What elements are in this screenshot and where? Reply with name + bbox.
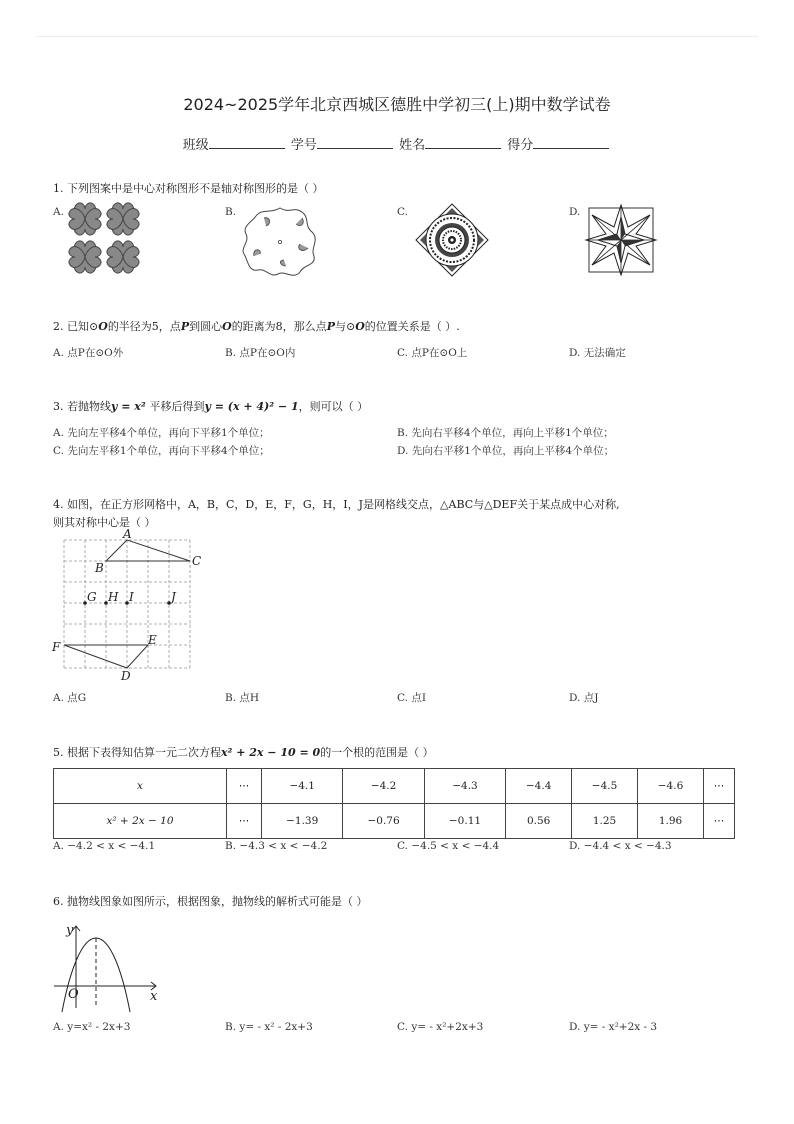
table-cell: x² + 2x − 10 bbox=[54, 804, 227, 839]
table-row bbox=[54, 804, 735, 839]
q4-option-a[interactable]: A. 点G bbox=[53, 692, 87, 704]
label-B: B bbox=[95, 561, 104, 575]
q6-option-c[interactable]: C. y= - x²+2x+3 bbox=[397, 1021, 484, 1033]
table-cell: ⋯ bbox=[704, 769, 735, 804]
name-label: 姓名 bbox=[399, 138, 426, 153]
label-A: A bbox=[123, 528, 132, 541]
q3-stem: 3. 若抛物线y = x² 平移后得到y = (x + 4)² − 1，则可以（ ） bbox=[53, 400, 369, 413]
q3-option-b[interactable]: B. 先向右平移4个单位，再向上平移1个单位； bbox=[397, 427, 614, 439]
q4-stem-line1: 4. 如图，在正方形网格中，A，B，C，D，E，F，G，H，I，J是网格线交点，△ABC与△DEF关于某点成中心对称, bbox=[53, 498, 620, 511]
q2-option-d[interactable]: D. 无法确定 bbox=[569, 347, 626, 359]
q5-option-d[interactable]: D. −4.4 < x < −4.3 bbox=[569, 840, 672, 852]
name-blank[interactable] bbox=[425, 136, 501, 149]
label-D: D bbox=[121, 669, 131, 683]
q1-option-c-label: C. bbox=[397, 206, 408, 218]
q3-option-a[interactable]: A. 先向左平移4个单位，再向下平移1个单位； bbox=[53, 427, 270, 439]
label-C: C bbox=[192, 554, 202, 568]
table-row bbox=[54, 769, 735, 804]
q4-option-b[interactable]: B. 点H bbox=[225, 692, 260, 704]
q2-option-a[interactable]: A. 点P在⊙O外 bbox=[53, 347, 124, 359]
table-cell: −4.6 bbox=[638, 769, 704, 804]
q1-figure-b-swirl bbox=[238, 204, 322, 278]
q2-option-b[interactable]: B. 点P在⊙O内 bbox=[225, 347, 296, 359]
table-cell: −4.3 bbox=[424, 769, 505, 804]
q5-option-a[interactable]: A. −4.2 < x < −4.1 bbox=[53, 840, 156, 852]
student-info-line bbox=[0, 134, 794, 153]
top-rule bbox=[36, 36, 758, 37]
table-cell: −1.39 bbox=[262, 804, 343, 839]
q6-option-a[interactable]: A. y=x² - 2x+3 bbox=[53, 1021, 131, 1033]
q4-stem-line2: 则其对称中心是（ ） bbox=[53, 516, 156, 529]
q2-option-c[interactable]: C. 点P在⊙O上 bbox=[397, 347, 468, 359]
table-cell: −0.11 bbox=[424, 804, 505, 839]
table-cell: −0.76 bbox=[343, 804, 424, 839]
table-cell: −4.1 bbox=[262, 769, 343, 804]
table-cell: ⋯ bbox=[227, 804, 262, 839]
q1-option-a-label: A. bbox=[53, 206, 64, 218]
q1-stem: 1. 下列图案中是中心对称图形不是轴对称图形的是（ ） bbox=[53, 182, 324, 195]
table-cell: 1.25 bbox=[572, 804, 638, 839]
axis-y-label: y bbox=[66, 923, 74, 938]
page-title: 2024~2025学年北京西城区德胜中学初三(上)期中数学试卷 bbox=[183, 95, 611, 114]
score-blank[interactable] bbox=[533, 136, 609, 149]
q6-parabola-graph bbox=[52, 920, 162, 1012]
label-H: H bbox=[108, 590, 119, 604]
q2-stem: 2. 已知⊙O的半径为5，点P到圆心O的距离为8，那么点P与⊙O的位置关系是（ ）. bbox=[53, 320, 460, 333]
q4-option-c[interactable]: C. 点I bbox=[397, 692, 426, 704]
q4-grid-figure bbox=[50, 528, 210, 686]
q1-option-d-label: D. bbox=[569, 206, 581, 218]
table-cell: 1.96 bbox=[638, 804, 704, 839]
table-cell: 0.56 bbox=[506, 804, 572, 839]
label-J: J bbox=[171, 590, 176, 604]
score-label: 得分 bbox=[507, 138, 534, 153]
id-label: 学号 bbox=[290, 138, 317, 153]
label-I: I bbox=[129, 590, 134, 604]
q5-option-b[interactable]: B. −4.3 < x < −4.2 bbox=[225, 840, 328, 852]
table-cell: −4.5 bbox=[572, 769, 638, 804]
q5-stem: 5. 根据下表得知估算一元二次方程x² + 2x − 10 = 0的一个根的范围是（ ） bbox=[53, 746, 434, 759]
table-cell: x bbox=[54, 769, 227, 804]
q1-figure-c-mandala bbox=[414, 202, 490, 278]
label-E: E bbox=[148, 633, 157, 647]
label-F: F bbox=[52, 640, 61, 654]
q6-option-d[interactable]: D. y= - x²+2x - 3 bbox=[569, 1021, 658, 1033]
q6-stem: 6. 抛物线图象如图所示，根据图象，抛物线的解析式可能是（ ） bbox=[53, 895, 368, 908]
q3-option-d[interactable]: D. 先向右平移1个单位，再向上平移4个单位； bbox=[397, 445, 615, 457]
table-cell: −4.2 bbox=[343, 769, 424, 804]
q1-option-b-label: B. bbox=[225, 206, 237, 218]
q6-option-b[interactable]: B. y= - x² - 2x+3 bbox=[225, 1021, 313, 1033]
q1-figure-a-hearts bbox=[66, 200, 142, 276]
table-cell: ⋯ bbox=[227, 769, 262, 804]
q4-option-d[interactable]: D. 点J bbox=[569, 692, 599, 704]
axis-x-label: x bbox=[150, 989, 158, 1004]
table-cell: −4.4 bbox=[506, 769, 572, 804]
class-blank[interactable] bbox=[209, 136, 285, 149]
label-G: G bbox=[87, 590, 97, 604]
q5-option-c[interactable]: C. −4.5 < x < −4.4 bbox=[397, 840, 500, 852]
q3-option-c[interactable]: C. 先向左平移1个单位，再向下平移4个单位； bbox=[53, 445, 270, 457]
origin-label: O bbox=[68, 987, 79, 1002]
table-cell: ⋯ bbox=[704, 804, 735, 839]
q1-figure-d-star bbox=[584, 203, 658, 277]
q5-value-table bbox=[53, 768, 735, 839]
class-label: 班级 bbox=[182, 138, 209, 153]
id-blank[interactable] bbox=[317, 136, 393, 149]
